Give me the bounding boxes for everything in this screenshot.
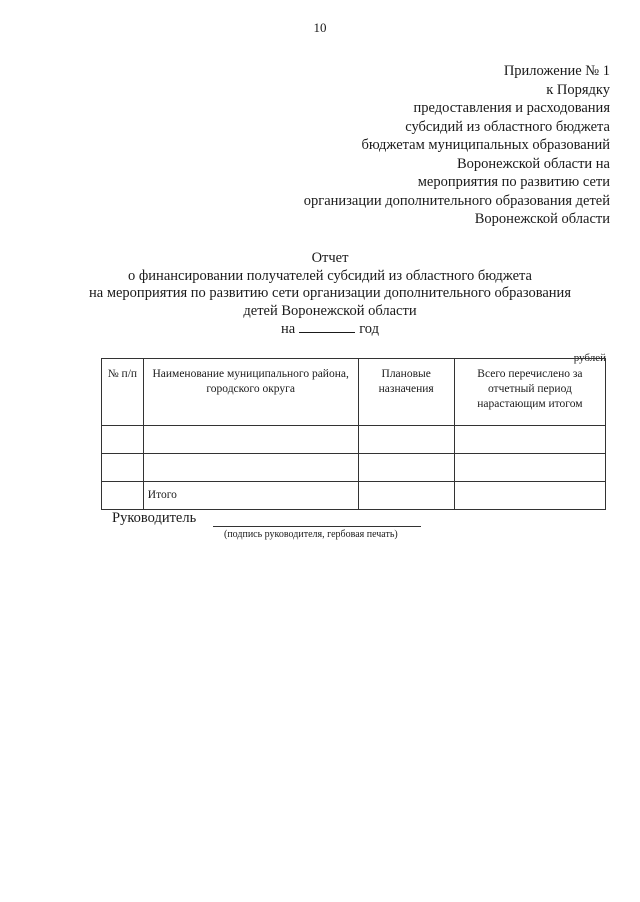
table-row (102, 426, 606, 454)
year-prefix: на (281, 321, 296, 337)
year-suffix: год (359, 321, 379, 337)
signature-label: Руководитель (112, 510, 197, 526)
table-cell[interactable] (358, 454, 454, 482)
table-header-row (102, 359, 606, 426)
appendix-line: Воронежской области на (456, 155, 610, 172)
report-year-line (70, 320, 590, 339)
header-planned: Плановые назначения (358, 359, 454, 426)
table-cell[interactable] (454, 482, 605, 510)
table-row (102, 454, 606, 482)
table-cell[interactable] (102, 454, 144, 482)
report-table (101, 358, 606, 510)
year-blank-field[interactable] (299, 320, 355, 333)
report-title: Отчет (311, 250, 349, 266)
report-heading (70, 250, 590, 339)
table-cell[interactable] (102, 426, 144, 454)
table-cell[interactable] (454, 454, 605, 482)
signature-line[interactable] (213, 526, 421, 527)
header-number: № п/п (102, 359, 144, 426)
table-cell[interactable] (143, 454, 358, 482)
signature-note: (подпись руководителя, гербовая печать) (224, 529, 398, 540)
page-number: 10 (313, 20, 327, 35)
appendix-header (304, 62, 610, 229)
report-subtitle-line: детей Воронежской области (243, 302, 417, 319)
table-cell (102, 482, 144, 510)
table-cell[interactable] (358, 426, 454, 454)
table-total-row (102, 482, 606, 510)
header-municipality: Наименование муниципального района, городского округа (143, 359, 358, 426)
appendix-line: к Порядку (546, 81, 610, 98)
table-cell[interactable] (358, 482, 454, 510)
table-cell[interactable] (454, 426, 605, 454)
report-subtitle-line: на мероприятия по развитию сети организации дополнительного образования (89, 285, 571, 301)
appendix-line: бюджетам муниципальных образований (361, 137, 610, 153)
appendix-line: Приложение № 1 (503, 63, 610, 79)
appendix-line: субсидий из областного бюджета (405, 118, 610, 135)
appendix-line: предоставления и расходования (413, 100, 610, 116)
table-cell[interactable] (143, 426, 358, 454)
currency-unit: рублей (573, 352, 606, 364)
appendix-line: мероприятия по развитию сети (417, 174, 610, 190)
header-transferred-total: Всего перечислено за отчетный период нарастающим итогом (454, 359, 605, 426)
total-label: Итого (143, 482, 358, 510)
appendix-line: Воронежской области (474, 211, 610, 227)
appendix-line: организации дополнительного образования детей (303, 192, 610, 209)
report-subtitle-line: о финансировании получателей субсидий из областного бюджета (128, 267, 532, 284)
